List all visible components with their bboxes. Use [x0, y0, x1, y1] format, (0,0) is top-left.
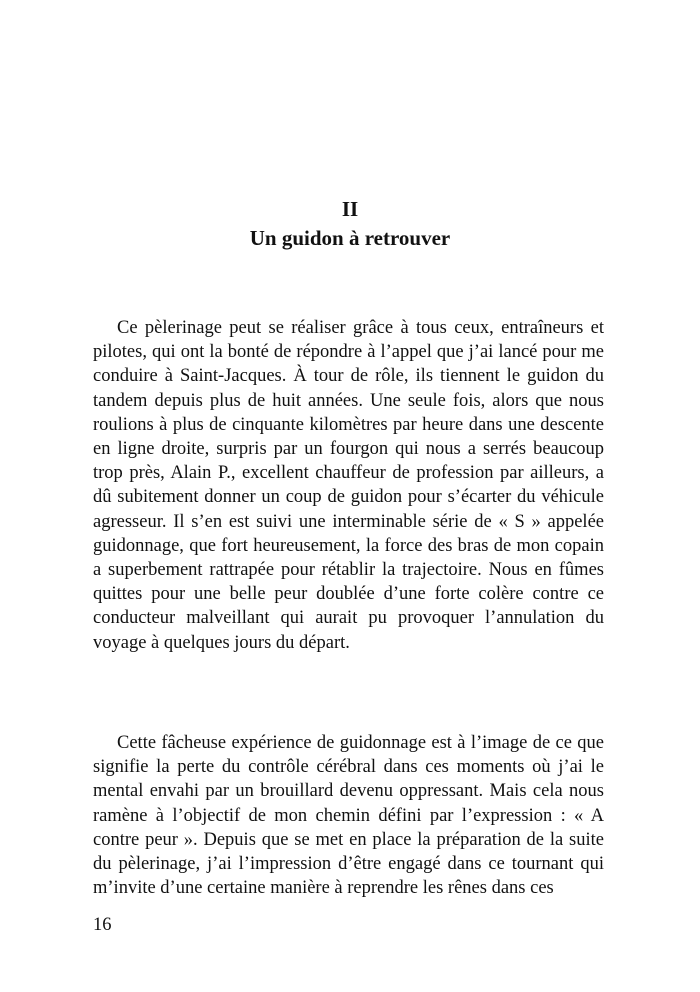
- chapter-title: Un guidon à retrouver: [249, 226, 451, 250]
- page-number: 16: [93, 915, 112, 935]
- body-paragraph-1: Ce pèlerinage peut se réaliser grâce à tous ceux, entraîneurs et pilotes, qui ont la bonté de répondre à l’appel que j’ai lancé pour me conduire à Saint-Jacques. À tour de rôle, ils tiennent le guidon du tandem depuis plus de huit années. Une seule fois, alors que nous roulions à plus de cinquante kilomètres par heure dans une descente en ligne droite, surpris par un fourgon qui nous a serrés beaucoup trop près, Alain P., excellent chauffeur de profession par ailleurs, a dû subitement donner un coup de guidon pour s’écarter du véhicule agresseur. Il s’en est suivi une interminable série de « S » appelée guidonnage, que fort heureusement, la force des bras de mon copain a superbement rattrapée pour rétablir la trajectoire. Nous en fûmes quittes pour une belle peur doublée d’une forte colère contre ce conducteur malveillant qui aurait pu provoquer l’annulation du voyage à quelques jours du départ.: [93, 318, 604, 653]
- body-paragraph-2: Cette fâcheuse expérience de guidonnage est à l’image de ce que signifie la perte du contrôle cérébral dans ces moments où j’ai le mental envahi par un brouillard devenu oppressant. Mais cela nous ramène à l’objectif de mon chemin défini par l’expression : « A contre peur ». Depuis que se met en place la préparation de la suite du pèlerinage, j’ai l’impression d’être engagé dans ce tournant qui m’invite d’une certaine manière à reprendre les rênes dans ces: [93, 733, 604, 899]
- chapter-number: II: [341, 197, 359, 221]
